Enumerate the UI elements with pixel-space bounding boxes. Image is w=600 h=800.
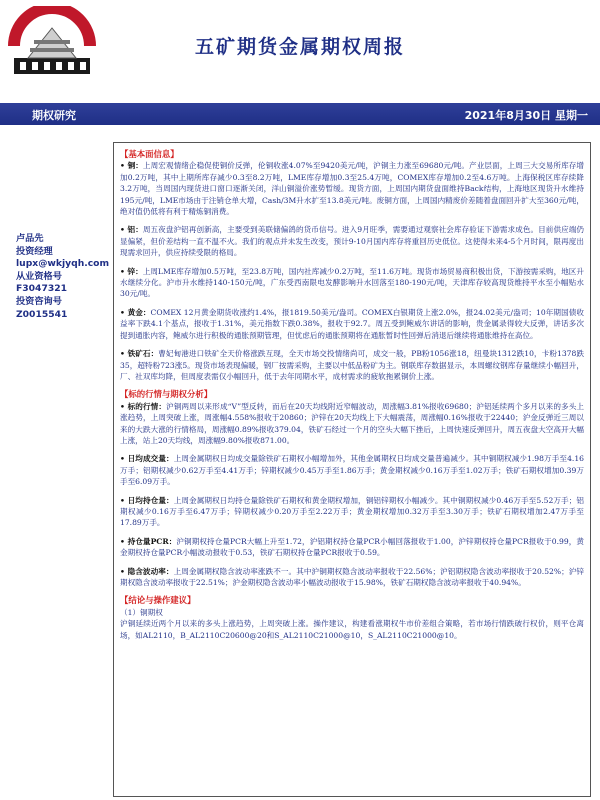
paragraph-implied-vol: • 隐含波动率：上周金属期权隐含波动率涨跌不一。其中沪铜期权隐含波动率报收于22.56%；沪铝期权隐含波动率报收于20.52%；沪锌期权隐含波动率报收于22.51%；沪金期权隐含波动率小幅波动报收于15.98%，铁矿石期权隐含波动率报收于40.94%。 xyxy=(120,566,584,587)
analyst-info xyxy=(16,233,116,321)
report-category: 期权研究 xyxy=(32,109,76,122)
section-title-basic: 【基本面信息】 xyxy=(120,149,179,159)
company-logo xyxy=(8,6,96,82)
report-body xyxy=(113,142,591,797)
report-title: 五矿期货金属期权周报 xyxy=(195,36,406,58)
analyst-role: 投资经理 xyxy=(16,245,53,257)
paragraph-strategy: 沪铜延续近两个月以来的多头上涨趋势，上周突破上涨。操作建议，构建看涨期权牛市价差组合策略，若市场行情跌破行权价，则平仓离场，如AL2110，B_AL2110C20600@20和S_AL2110C21000@10，S_AL2110C21000@10。 xyxy=(120,619,584,640)
paragraph-market: • 标的行情：沪铜两周以来形成“V”型反转，而后在20天均线附近窄幅波动，周涨幅3.81%报收69680；沪铝延续两个多月以来的多头上涨趋势，上周突破上涨，周涨幅4.558%报收于20860；沪锌在20天均线上下大幅震荡，周涨幅0.16%报收于22440；沪金反弹近三周以来的大跌大涨的行情格局，周涨幅0.89%报收379.04，铁矿石经过一个月的空头大幅下挫后，上周快速反弹回升，周五夜盘大空高开大幅上涨，站上20天均线，周涨幅9.80%报收871.00。 xyxy=(120,401,584,445)
paragraph-aluminum: • 铝：周五夜盘沪铝再创新高，主要受到美联储偏鸽的货币信号。进入9月旺季，需要通过观察社会库存验证下游需求成色。目前供应端仍显偏紧，但价差结构一直不温不火。我们的观点并未发生改变，预计9-10月国内库存将重回历史低位。这使得未来4-5个月时间，限再度出现需求回升，供应持续受限的格局。 xyxy=(120,225,585,258)
paragraph-open-interest: • 日均持仓量：上周金属期权日均持仓量除铁矿石期权和黄金期权增加，铜铝锌期权小幅减少。其中铜期权减少0.46万手至5.52万手；铝期权减少0.16万手至6.47万手；锌期权减少0.20万手至2.22万手；黄金期权增加0.32万手至3.30万手；铁矿石期权增加2.47万手至17.89万手。 xyxy=(120,495,585,528)
consulting-number: Z0015541 xyxy=(16,308,68,320)
strategy-item: （1）铜期权 xyxy=(120,607,163,617)
paragraph-gold: • 黄金：COMEX 12月黄金期货收涨约1.4%，报1819.50美元/盎司。COMEX白银期货上涨2.0%，报24.02美元/盎司；10年期国债收益率下跌4.1个基点，报收于1.31%，美元指数下跌0.38%，报收于92.7。周五受到鲍威尔讲话的影响，贵金属录得较大反弹，讲话多次提到通胀内容，鲍威尔进行积极的通胀预期管理，但忧虑后的通胀预期将在通胀暂时性回弹后消退后继续将通胀维持在高位。 xyxy=(120,307,584,340)
section-title-strategy: 【结论与操作建议】 xyxy=(120,595,196,606)
paragraph-zinc: • 锌：上周LME库存增加0.5万吨，至23.8万吨，国内社库减少0.2万吨，至11.6万吨。现货市场贸易商积极出货，下游按需采购，地区升水继续分化。沪市升水维持140-150元/吨，广东受西南限电发酵影响升水回落至180-190元/吨，天津库存较高现货维持平水至小幅贴水30元/吨。 xyxy=(120,266,585,299)
qualification-number: F3047321 xyxy=(16,283,68,295)
paragraph-iron-ore: • 铁矿石：曹妃甸港进口铁矿全天价格涨跌互现，全天市场交投情绪尚可，成交一般，PB粉1056涨18，纽曼块1312跌10，卡粉1378跌35，超特粉723涨5。现货市场表现偏暖，钢厂按需采购，主要以中低品粉矿为主。钢联库存数据显示，本周螺纹钢库存量继续小幅回升，厂、社双库均降，但周度表需仅小幅回升，低于去年同期水平，成材需求的疲软拖累铜价上涨。 xyxy=(120,349,584,381)
report-date: 2021年8月30日 星期一 xyxy=(464,109,588,122)
report-subbar xyxy=(0,103,600,125)
analyst-email[interactable]: lupx@wkjyqh.com xyxy=(16,258,110,270)
section-title-analysis: 【标的行情与期权分析】 xyxy=(120,389,213,400)
qualification-label: 从业资格号 xyxy=(16,270,62,282)
report-header xyxy=(0,0,600,84)
analyst-name: 卢品先 xyxy=(16,233,44,244)
paragraph-copper: • 铜：上周宏观情绪企稳促使铜价反弹，伦铜收涨4.07%至9420美元/吨，沪铜主力涨至69680元/吨。产业层面，上周三大交易所库存增加0.2万吨，其中上期所库存减少0.3至8.2万吨，LME库存增加0.3至25.4万吨，COMEX库存增加0.2至4.6万吨。上海保税区库存续降3.2万吨，当周国内现货进口窗口逐渐关闭，洋山铜溢价涨势暂缓。现货方面，上周国内期货盘面维持Back结构，上海地区现货升水维持195元/吨，LME市场由于注销仓单大增，Cash/3M升水扩至13.8美元/吨。废铜方面，上周国内精废价差随着盘面回升扩大至360元/吨，绝对值仍低将有利于精炼铜消费。 xyxy=(120,161,585,217)
consulting-label: 投资咨询号 xyxy=(16,295,62,307)
paragraph-volume: • 日均成交量：上周金属期权日均成交量除铁矿石期权小幅增加外，其他金属期权日均成交量普遍减少。其中铜期权减少1.98万手至4.16万手；铝期权减少0.62万手至4.41万手；锌期权减少0.45万手至1.86万手；黄金期权减少0.16万手至1.02万手；铁矿石期权增加0.39万手至6.09万手。 xyxy=(120,454,585,487)
paragraph-pcr: • 持仓量PCR：沪铜期权持仓量PCR大幅上升至1.72，沪铝期权持仓量PCR小幅回落报收于1.00，沪锌期权持仓量PCR报收于0.99，黄金期权持仓量PCR小幅波动报收于0.53，铁矿石期权持仓量PCR报收于0.59。 xyxy=(120,536,584,558)
